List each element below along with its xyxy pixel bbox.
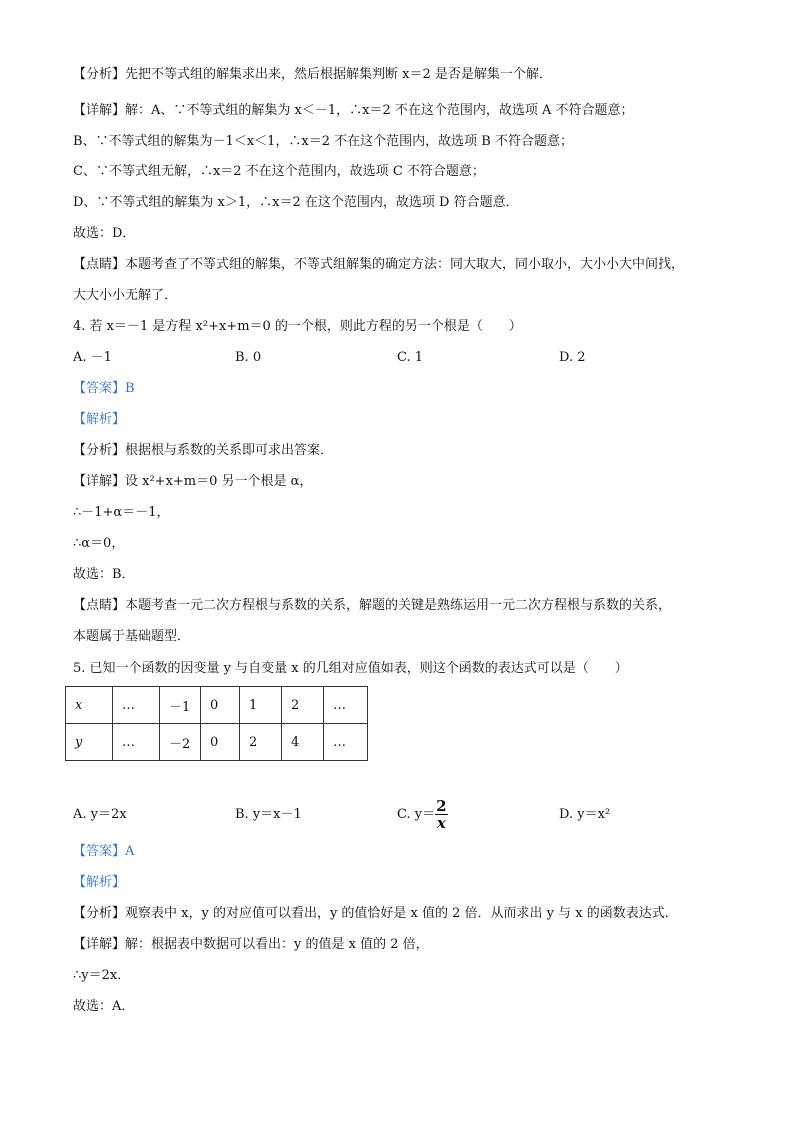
q4-choice: 故选：B．	[73, 567, 135, 582]
table-row-x	[66, 687, 368, 724]
q5-step1: ∴y＝2x．	[73, 968, 131, 983]
table-cell: …	[324, 687, 368, 724]
q5-option-b: B. y＝x－1	[235, 807, 302, 822]
q5-option-c-fraction	[435, 798, 447, 831]
table-cell: x	[66, 687, 113, 724]
table-cell: y	[66, 724, 113, 761]
table-cell: …	[113, 687, 160, 724]
table-cell: －1	[160, 687, 201, 724]
q5-detail: 【详解】解：根据表中数据可以看出：y 的值是 x 值的 2 倍，	[73, 937, 429, 952]
table-cell: 1	[240, 687, 282, 724]
table-cell: 4	[282, 724, 324, 761]
q4-comment-line2: 本题属于基础题型．	[73, 629, 191, 644]
q5-jiexi-label: 【解析】	[73, 875, 126, 890]
q4-step1: ∴－1+α＝－1，	[73, 505, 170, 520]
prev-detail-a: 【详解】解：A、∵不等式组的解集为 x＜－1，∴x＝2 不在这个范围内，故选项 A 不符合题意；	[73, 103, 634, 118]
prev-comment-line1: 【点睛】本题考查了不等式组的解集，不等式组解集的确定方法：同大取大，同小取小，大小小大中间找，	[73, 257, 685, 272]
table-cell: 0	[201, 724, 240, 761]
table-cell: 0	[201, 687, 240, 724]
q5-answer: 【答案】A	[73, 844, 135, 859]
q4-option-c: C. 1	[397, 350, 424, 365]
q4-step2: ∴α＝0，	[73, 536, 125, 551]
q5-value-table	[65, 686, 368, 761]
q4-analysis: 【分析】根据根与系数的关系即可求出答案．	[73, 443, 334, 458]
q4-answer: 【答案】B	[73, 381, 135, 396]
q5-option-d: D. y＝x²	[559, 807, 611, 822]
q5-analysis: 【分析】观察表中 x，y 的对应值可以看出，y 的值恰好是 x 值的 2 倍．从而求出 y 与 x 的函数表达式．	[73, 906, 678, 921]
prev-detail-d: D、∵不等式组的解集为 x＞1，∴x＝2 在这个范围内，故选项 D 符合题意．	[73, 195, 519, 210]
prev-detail-c: C、∵不等式组无解，∴x＝2 不在这个范围内，故选项 C 不符合题意；	[73, 164, 485, 179]
q5-stem: 5. 已知一个函数的因变量 y 与自变量 x 的几组对应值如表，则这个函数的表达式可以是（ ）	[73, 661, 628, 676]
q4-option-d: D. 2	[559, 350, 586, 365]
q5-choice: 故选：A．	[73, 999, 135, 1014]
prev-detail-b: B、∵不等式组的解集为－1＜x＜1，∴x＝2 不在这个范围内，故选项 B 不符合题意；	[73, 134, 573, 149]
q4-comment-line1: 【点睛】本题考查一元二次方程根与系数的关系，解题的关键是熟练运用一元二次方程根与系数的关系，	[73, 598, 672, 613]
table-cell: 2	[240, 724, 282, 761]
q4-option-a: A. －1	[73, 350, 112, 365]
table-cell: 2	[282, 687, 324, 724]
q4-option-b: B. 0	[235, 350, 262, 365]
q4-jiexi-label: 【解析】	[73, 412, 126, 427]
table-cell: －2	[160, 724, 201, 761]
table-cell: …	[324, 724, 368, 761]
q4-detail: 【详解】设 x²+x+m＝0 另一个根是 α，	[73, 474, 313, 489]
prev-choice: 故选：D．	[73, 226, 136, 241]
fraction-denominator: x	[436, 814, 446, 832]
q5-option-a: A. y＝2x	[73, 807, 127, 822]
table-row-y	[66, 724, 368, 761]
q5-option-c-prefix: C. y＝	[397, 807, 436, 822]
q4-stem: 4. 若 x＝－1 是方程 x²+x+m＝0 的一个根，则此方程的另一个根是（ ）	[73, 319, 522, 334]
prev-comment-line2: 大大小小无解了．	[73, 288, 178, 303]
fraction-numerator: 2	[436, 797, 447, 815]
q5-option-c	[397, 796, 448, 834]
table-cell: …	[113, 724, 160, 761]
prev-analysis: 【分析】先把不等式组的解集求出来，然后根据解集判断 x＝2 是否是解集一个解．	[73, 67, 552, 82]
